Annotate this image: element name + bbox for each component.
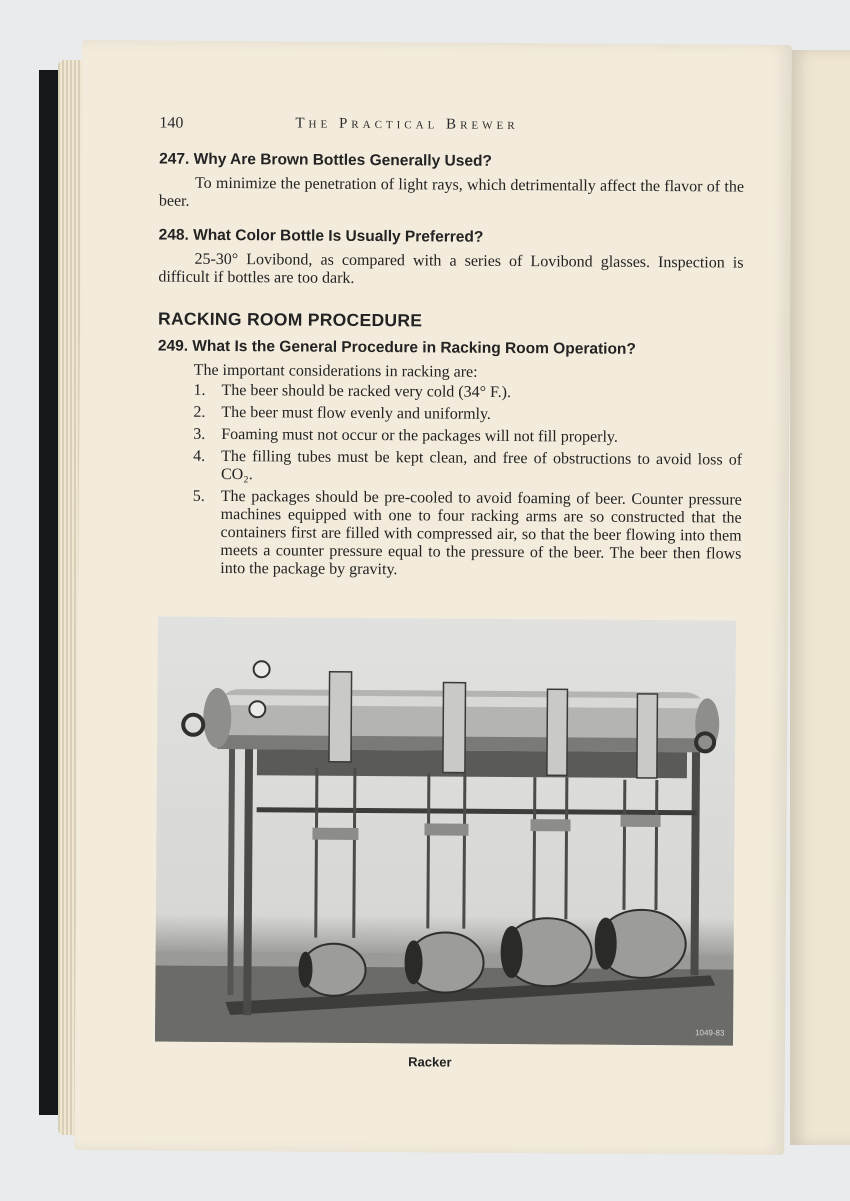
list-number: 3. (193, 425, 206, 443)
running-title: The Practical Brewer (295, 115, 519, 134)
page-number: 140 (159, 114, 184, 132)
considerations-list (156, 382, 742, 582)
list-intro: The important considerations in racking are: (193, 361, 478, 381)
list-text: The packages should be pre-cooled to avoid foaming of beer. Counter pressure machines equipped with one to four racking arms are so constructed that the containers first are filled with compressed air, so that the beer flowing into them meets a counter pressure equal to the pressure of the beer. The beer then flows into the package by gravity. (220, 487, 742, 579)
list-number: 1. (193, 381, 206, 399)
list-number: 4. (193, 447, 206, 465)
racker-machine-illustration (155, 617, 736, 1046)
book-page (74, 40, 792, 1155)
list-text: The beer must flow evenly and uniformly. (221, 403, 492, 423)
list-item (193, 404, 742, 426)
facing-page-edge (790, 50, 850, 1145)
plate-mark: 1049-83 (695, 1028, 725, 1038)
question-heading-247: 247. Why Are Brown Bottles Generally Used? (159, 150, 492, 170)
list-text: The filling tubes must be kept clean, and free of obstructions to avoid loss of CO₂. (220, 447, 743, 484)
list-item (193, 448, 742, 488)
question-heading-248: 248. What Color Bottle Is Usually Preferred? (158, 226, 484, 246)
answer-247: To minimize the penetration of light rays, which detrimentally affect the flavor of the beer. (158, 174, 745, 210)
list-text: Foaming must not occur or the packages will not fill properly. (221, 425, 618, 446)
racker-photograph (155, 617, 736, 1046)
page-header (159, 115, 751, 143)
figure-caption: Racker (408, 1054, 452, 1070)
page-content (156, 151, 744, 586)
question-heading-249: 249. What Is the General Procedure in Racking Room Operation? (157, 337, 636, 358)
list-text: The beer should be racked very cold (34° F.). (221, 381, 512, 402)
list-item (192, 488, 742, 582)
list-item (193, 382, 742, 404)
list-item (193, 426, 742, 448)
section-title: RACKING ROOM PROCEDURE (157, 308, 423, 331)
answer-248: 25-30° Lovibond, as compared with a series of Lovibond glasses. Inspection is difficult if bottles are too dark. (158, 250, 744, 287)
list-number: 5. (192, 487, 205, 505)
list-number: 2. (193, 403, 206, 421)
